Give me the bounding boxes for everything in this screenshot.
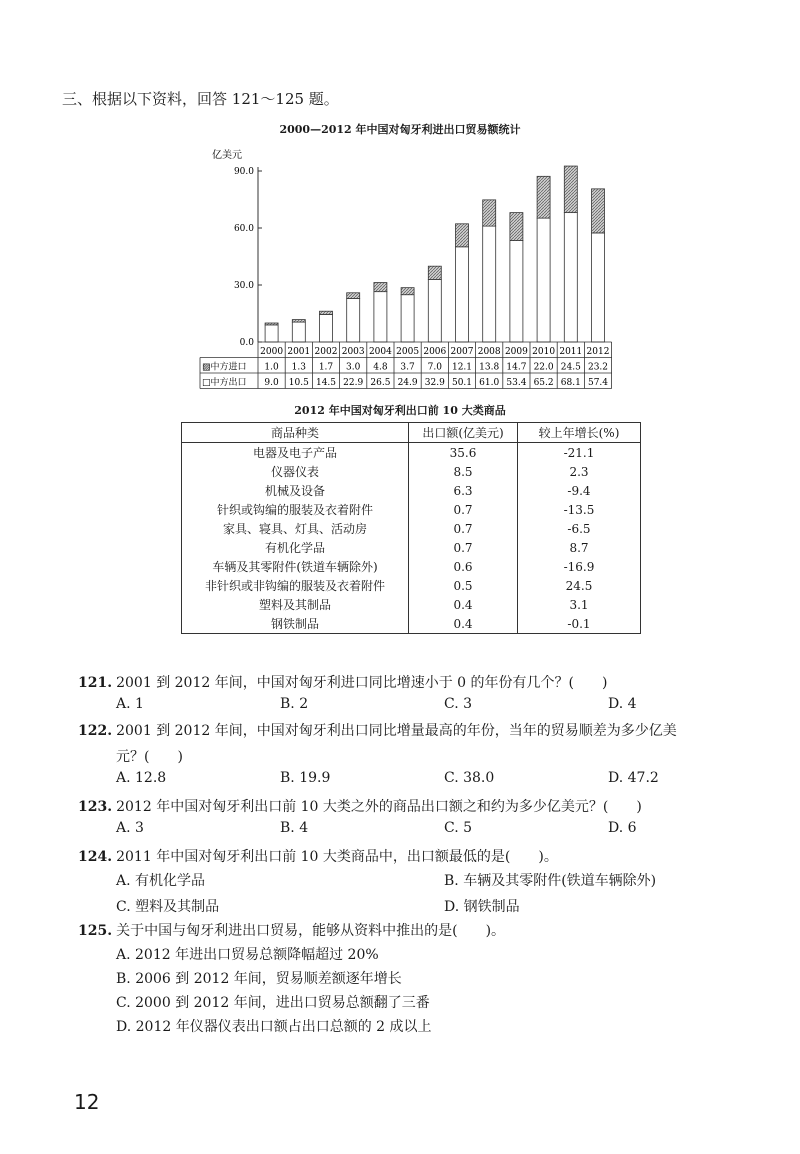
bar-import [428,266,441,279]
question-121 [78,672,607,692]
import-value-label: 23.2 [587,362,609,373]
answer-option: C. 2000 到 2012 年间，进出口贸易总额翻了三番 [116,995,430,1011]
answer-option: A. 有机化学品 [116,873,206,889]
bar-export [483,226,496,342]
question-text: 2001 到 2012 年间，中国对匈牙利出口同比增量最高的年份，当年的贸易顺差为多少亿美 [116,723,677,739]
bar-import [483,200,496,226]
bar-import [592,189,605,233]
y-tick-label: 90.0 [233,167,254,177]
export-value-label: 61.0 [479,378,500,388]
x-tick-label: 2011 [559,347,583,357]
export-value-label: 50.1 [451,378,473,388]
import-value-label: 13.8 [479,362,500,373]
answer-option: B. 19.9 [280,770,331,786]
y-tick-label: 60.0 [233,224,254,234]
bar-import [401,288,414,295]
question-125 [78,920,505,940]
answer-option: C. 5 [444,820,473,836]
bar-import [265,323,278,325]
export-value-label: 68.1 [560,378,581,388]
import-value-label: 14.7 [506,362,527,373]
bar-export [592,233,605,342]
import-value-label: 7.0 [427,362,442,373]
answer-option: A. 1 [116,696,144,712]
question-text: 2001 到 2012 年间，中国对匈牙利进口同比增速小于 0 的年份有几个？( ) [116,675,608,691]
bar-export [401,295,414,342]
table-row [182,519,641,538]
import-value-label: 22.0 [533,362,554,373]
growth-cell: -9.4 [518,481,641,500]
question-number: 125. [78,923,113,939]
header-export-amount: 出口额(亿美元) [409,423,518,443]
growth-cell: -16.9 [518,557,641,576]
export-value-label: 26.5 [370,378,391,388]
answer-option: D. 6 [608,820,637,836]
export-amount-cell: 0.7 [409,500,518,519]
import-value-label: 24.5 [560,362,581,373]
goods-type-cell: 家具、寝具、灯具、活动房 [182,519,409,538]
table-row [182,614,641,634]
y-tick-label: 0.0 [239,338,254,348]
bar-import [320,311,333,314]
answer-option: C. 塑料及其制品 [116,899,220,915]
growth-cell: -6.5 [518,519,641,538]
bar-export [537,218,550,342]
import-value-label: 3.0 [346,362,361,373]
bar-import [564,166,577,213]
bar-export [510,241,523,342]
goods-type-cell: 非针织或非钩编的服装及衣着附件 [182,576,409,595]
import-value-label: 3.7 [400,362,415,373]
bar-import [510,213,523,241]
table-row [182,557,641,576]
export-value-label: 10.5 [288,378,309,388]
import-value-label: 1.7 [318,362,334,373]
answer-option: D. 47.2 [608,770,659,786]
top10-goods-table [181,422,641,634]
growth-cell: 2.3 [518,462,641,481]
table-row [182,481,641,500]
export-amount-cell: 6.3 [409,481,518,500]
export-value-label: 57.4 [587,378,609,388]
export-value-label: 14.5 [315,378,337,388]
chart-title: 2000—2012 年中国对匈牙利进出口贸易额统计 [279,123,521,136]
bar-import [537,176,550,218]
x-tick-label: 2007 [450,347,474,357]
goods-type-cell: 电器及电子产品 [182,443,409,463]
answer-option: D. 4 [608,696,637,712]
answer-option: B. 车辆及其零附件(铁道车辆除外) [444,873,657,889]
x-tick-label: 2009 [504,347,528,357]
export-amount-cell: 0.6 [409,557,518,576]
legend-import: ▨中方进口 [202,362,247,373]
x-tick-label: 2010 [532,347,556,357]
growth-cell: 8.7 [518,538,641,557]
x-tick-label: 2002 [314,347,338,357]
table2-title: 2012 年中国对匈牙利出口前 10 大类商品 [294,404,506,417]
x-tick-label: 2004 [368,347,392,357]
question-number: 123. [78,799,113,815]
goods-type-cell: 车辆及其零附件(铁道车辆除外) [182,557,409,576]
x-tick-label: 2000 [260,347,284,357]
bar-export [292,322,305,342]
question-number: 124. [78,849,113,865]
answer-option: A. 12.8 [116,770,167,786]
goods-type-cell: 机械及设备 [182,481,409,500]
import-value-label: 12.1 [451,362,473,373]
growth-cell: 3.1 [518,595,641,614]
table-row [182,576,641,595]
question-124 [78,846,558,866]
bar-export [456,247,469,342]
export-amount-cell: 0.7 [409,538,518,557]
header-goods-type: 商品种类 [182,423,409,443]
y-axis-label: 亿美元 [212,150,242,161]
answer-option: B. 2006 到 2012 年间，贸易顺差额逐年增长 [116,971,402,987]
question-text: 关于中国与匈牙利进出口贸易，能够从资料中推出的是( )。 [116,923,506,939]
export-amount-cell: 0.7 [409,519,518,538]
bar-export [347,298,360,342]
export-value-label: 22.9 [343,378,364,388]
growth-cell: 24.5 [518,576,641,595]
bar-export [564,213,577,342]
export-amount-cell: 35.6 [409,443,518,463]
answer-option: D. 钢铁制品 [444,899,520,915]
question-number: 121. [78,675,113,691]
answer-option: B. 4 [280,820,309,836]
bar-export [428,279,441,342]
table-row [182,595,641,614]
import-value-label: 1.3 [291,362,306,373]
table-row [182,500,641,519]
answer-option: C. 3 [444,696,473,712]
goods-type-cell: 有机化学品 [182,538,409,557]
bar-export [265,325,278,342]
export-amount-cell: 0.4 [409,595,518,614]
import-value-label: 1.0 [264,362,279,373]
export-value-label: 24.9 [397,378,418,388]
bar-import [347,293,360,299]
question-123 [78,796,642,816]
answer-option: A. 3 [116,820,144,836]
y-tick-label: 30.0 [233,281,254,291]
bar-export [374,292,387,342]
bar-import [456,224,469,247]
legend-export: □中方出口 [202,378,247,388]
question-122 [78,720,677,740]
growth-cell: -21.1 [518,443,641,463]
answer-option: C. 38.0 [444,770,495,786]
table-row [182,538,641,557]
table-header-row [182,423,641,443]
bar-import [292,320,305,322]
export-amount-cell: 0.4 [409,614,518,634]
export-amount-cell: 8.5 [409,462,518,481]
import-value-label: 4.8 [373,362,388,373]
export-value-label: 32.9 [424,378,445,388]
bar-import [374,283,387,292]
x-tick-label: 2001 [287,347,311,357]
answer-option: A. 2012 年进出口贸易总额降幅超过 20% [116,947,379,963]
export-value-label: 65.2 [533,378,554,388]
trade-chart [190,138,630,390]
x-tick-label: 2005 [396,347,420,357]
export-value-label: 9.0 [264,378,279,388]
goods-type-cell: 塑料及其制品 [182,595,409,614]
section-heading: 三、根据以下资料，回答 121～125 题。 [62,90,339,108]
export-value-label: 53.4 [506,378,527,388]
export-amount-cell: 0.5 [409,576,518,595]
growth-cell: -13.5 [518,500,641,519]
table-row [182,443,641,463]
x-tick-label: 2003 [341,347,365,357]
goods-type-cell: 仪器仪表 [182,462,409,481]
table-row [182,462,641,481]
question-text: 2012 年中国对匈牙利出口前 10 大类之外的商品出口额之和约为多少亿美元？( ) [116,799,642,815]
question-text: 2011 年中国对匈牙利出口前 10 大类商品中，出口额最低的是( )。 [116,849,558,865]
answer-option: D. 2012 年仪器仪表出口额占出口总额的 2 成以上 [116,1019,432,1035]
question-text-cont: 元？( ) [116,749,183,765]
header-growth: 较上年增长(%) [518,423,641,443]
goods-type-cell: 针织或钩编的服装及衣着附件 [182,500,409,519]
x-tick-label: 2006 [423,347,447,357]
goods-type-cell: 钢铁制品 [182,614,409,634]
x-tick-label: 2012 [586,347,610,357]
bar-export [320,314,333,342]
x-tick-label: 2008 [477,347,501,357]
growth-cell: -0.1 [518,614,641,634]
page-number: 12 [74,1090,100,1114]
answer-option: B. 2 [280,696,309,712]
question-number: 122. [78,723,113,739]
